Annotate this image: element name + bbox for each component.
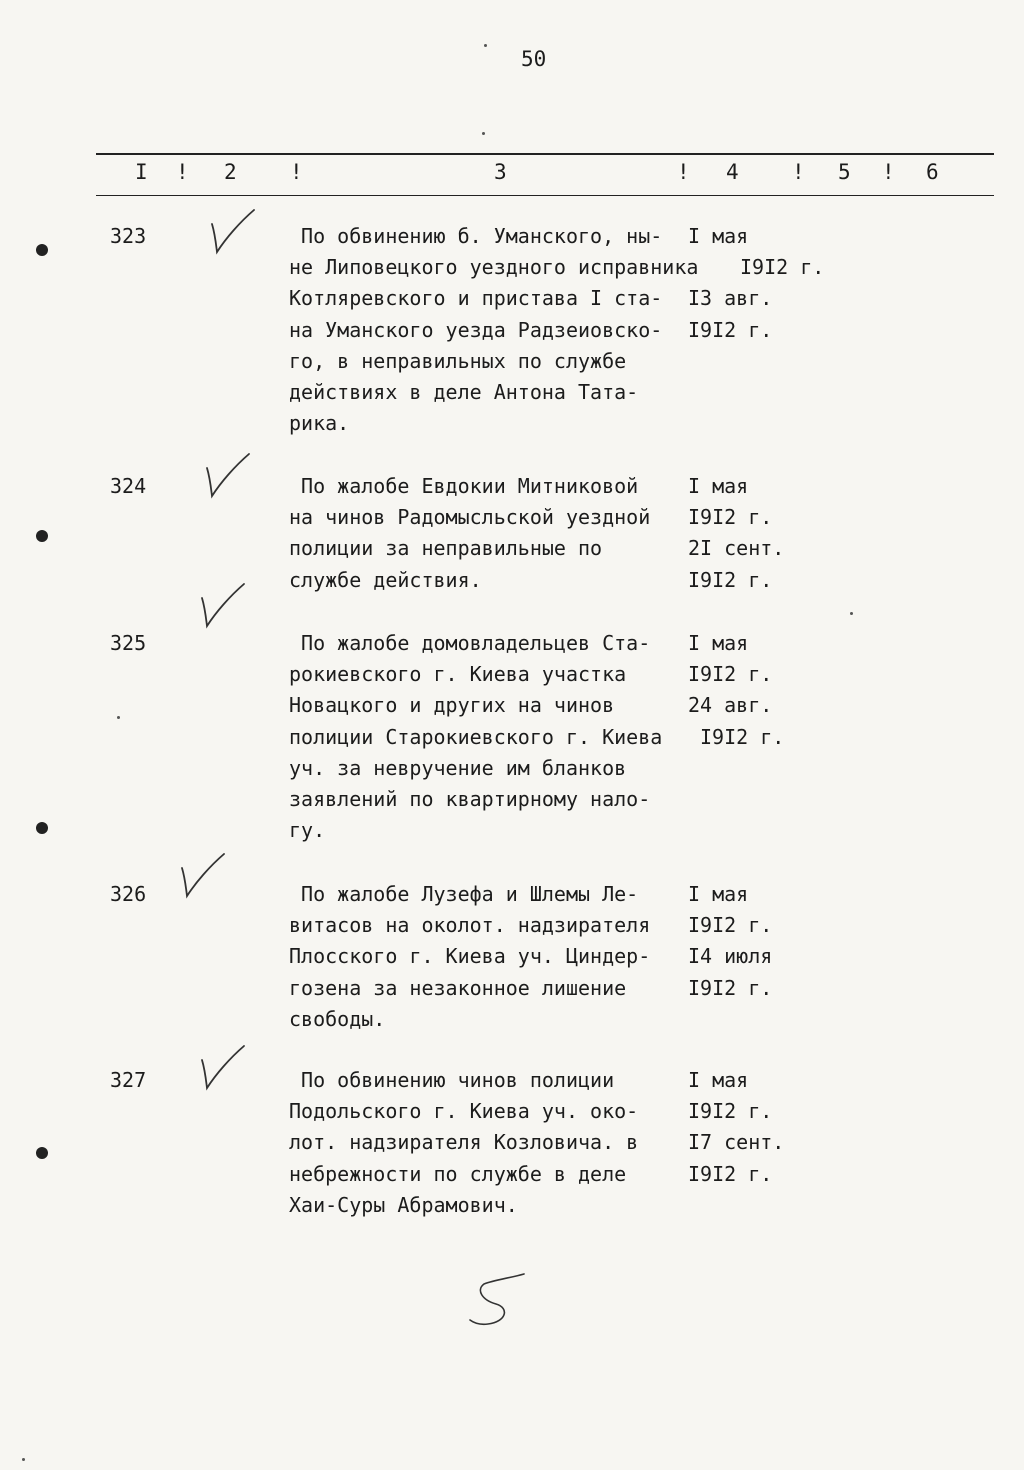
description-line: полиции за неправильные по <box>289 536 603 561</box>
date-line: I9I2 г. <box>700 724 785 749</box>
speck <box>482 132 485 135</box>
date-line: I9I2 г. <box>688 913 773 938</box>
header-col-5: 5 <box>838 160 851 184</box>
binder-hole <box>36 244 48 256</box>
entry-number: 325 <box>110 631 147 655</box>
header-col-3: 3 <box>494 160 507 184</box>
speck <box>484 44 487 47</box>
date-line: I9I2 г. <box>688 505 773 530</box>
date-line: I9I2 г. <box>740 255 825 280</box>
date-line: I9I2 г. <box>688 975 773 1000</box>
description-line: По жалобе Евдокии Митниковой <box>289 474 639 498</box>
binder-hole <box>36 822 48 834</box>
description-line: на Уманского уезда Радзеиовско- <box>289 317 663 342</box>
speck <box>850 612 853 615</box>
header-separator: ! <box>176 160 189 184</box>
description-line: на чинов Радомысльской уездной <box>289 505 651 530</box>
date-line: I3 авг. <box>688 286 773 311</box>
date-line: 24 авг. <box>688 693 773 718</box>
entry-number: 326 <box>110 882 147 906</box>
date-line: I мая <box>688 631 749 655</box>
description-line: небрежности по службе в деле <box>289 1161 627 1186</box>
check-mark-icon <box>176 852 228 900</box>
handwritten-folio-mark <box>462 1268 532 1332</box>
date-line: I мая <box>688 882 749 906</box>
description-line: Новацкого и других на чинов <box>289 693 615 718</box>
description-line: По жалобе Лузефа и Шлемы Ле- <box>289 882 639 906</box>
check-mark-icon <box>196 582 248 630</box>
header-col-1: I <box>135 160 148 184</box>
date-line: I мая <box>688 474 749 498</box>
binder-hole <box>36 530 48 542</box>
header-separator: ! <box>677 160 690 184</box>
date-line: I7 сент. <box>688 1130 785 1155</box>
description-line: По обвинению б. Уманского, ны- <box>289 224 663 248</box>
date-line: I9I2 г. <box>688 567 773 592</box>
date-line: I4 июля <box>688 944 773 969</box>
description-line: полиции Старокиевского г. Киева <box>289 724 663 749</box>
check-mark-icon <box>196 1044 248 1092</box>
header-separator: ! <box>290 160 303 184</box>
description-line: действиях в деле Антона Тата- <box>289 380 639 404</box>
description-line: лот. надзирателя Козловича. в <box>289 1130 639 1155</box>
description-line: Котляревского и пристава I ста- <box>289 286 663 311</box>
header-rule-bottom <box>96 195 994 196</box>
date-line: I мая <box>688 224 749 248</box>
header-separator: ! <box>882 160 895 184</box>
description-line: гу. <box>289 818 326 843</box>
header-separator: ! <box>792 160 805 184</box>
date-line: 2I сент. <box>688 536 785 561</box>
date-line: I9I2 г. <box>688 1099 773 1124</box>
header-col-6: 6 <box>926 160 939 184</box>
entry-number: 327 <box>110 1068 147 1092</box>
binder-hole <box>36 1147 48 1159</box>
check-mark-icon <box>206 208 258 256</box>
description-line: По жалобе домовладельцев Ста- <box>289 631 651 655</box>
description-line: гозена за незаконное лишение <box>289 975 627 1000</box>
description-line: рокиевского г. Киева участка <box>289 662 627 687</box>
entry-number: 323 <box>110 224 147 248</box>
description-line: свободы. <box>289 1006 386 1031</box>
description-line: По обвинению чинов полиции <box>289 1068 615 1092</box>
description-line: заявлений по квартирному нало- <box>289 787 651 811</box>
header-rule-top <box>96 153 994 155</box>
date-line: I9I2 г. <box>688 662 773 687</box>
description-line: службе действия. <box>289 567 482 592</box>
header-col-4: 4 <box>726 160 739 184</box>
description-line: уч. за невручение им бланков <box>289 755 627 780</box>
page-number: 50 <box>521 47 547 71</box>
description-line: Плосского г. Киева уч. Циндер- <box>289 944 651 969</box>
description-line: Подольского г. Киева уч. око- <box>289 1099 639 1124</box>
date-line: I9I2 г. <box>688 317 773 342</box>
description-line: го, в неправильных по службе <box>289 348 627 373</box>
description-line: рика. <box>289 411 350 436</box>
header-col-2: 2 <box>224 160 237 184</box>
speck <box>117 716 120 719</box>
description-line: не Липовецкого уездного исправника <box>289 255 699 280</box>
check-mark-icon <box>201 452 253 500</box>
description-line: Хаи-Суры Абрамович. <box>289 1192 518 1217</box>
date-line: I9I2 г. <box>688 1161 773 1186</box>
description-line: витасов на околот. надзирателя <box>289 913 651 938</box>
speck <box>22 1458 25 1461</box>
date-line: I мая <box>688 1068 749 1092</box>
entry-number: 324 <box>110 474 147 498</box>
